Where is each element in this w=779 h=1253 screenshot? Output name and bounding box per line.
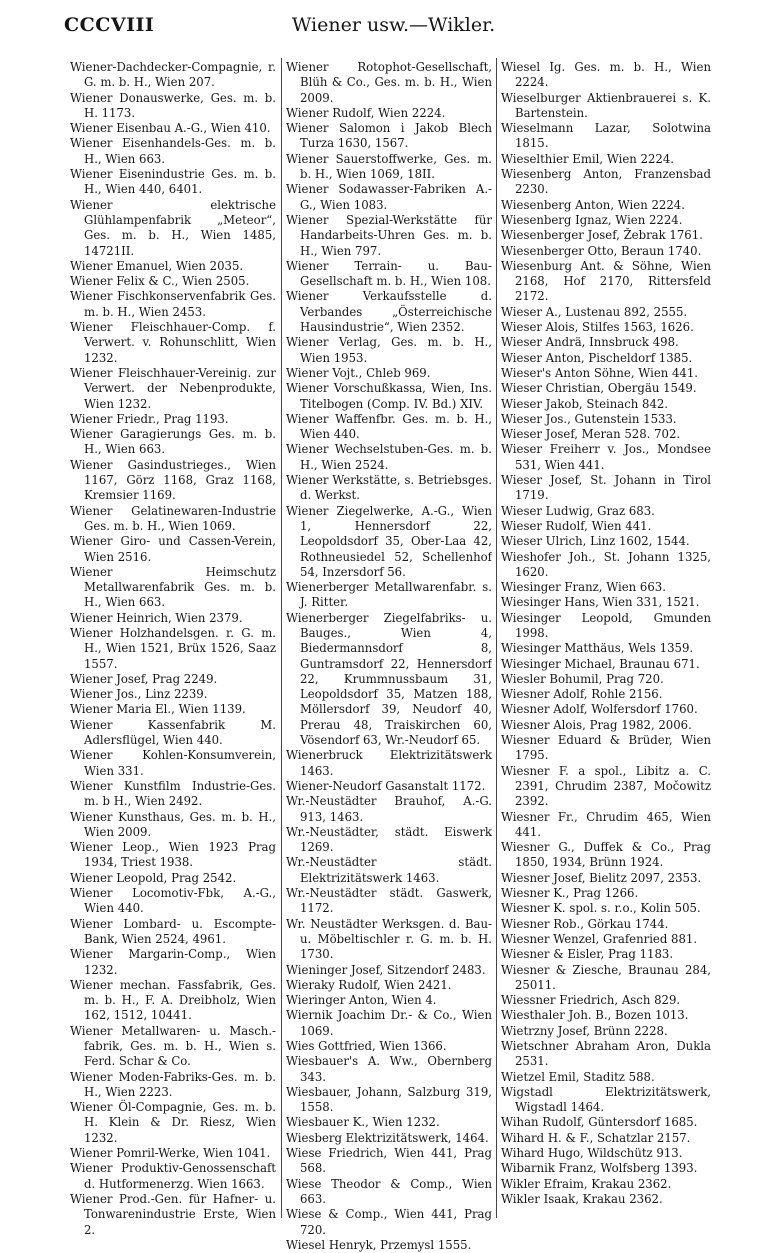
directory-entry: Wiener Produktiv-Genossenschaft d. Hutformenerzg. Wien 1663. [70,1161,276,1191]
directory-entry: Wiener Leop., Wien 1923 Prag 1934, Triest 1938. [70,840,276,870]
directory-entry: Wiesner Wenzel, Grafenried 881. [501,931,698,946]
directory-entry: Wiesner & Ziesche, Braunau 284, 25011. [501,962,711,992]
directory-entry: Wiesner Adolf, Wolfersdorf 1760. [501,702,698,717]
directory-entry: Wiener Giro- und Cassen-Verein, Wien 2516. [70,534,276,564]
page-header [64,14,723,42]
directory-column-3 [501,60,711,1207]
directory-entry: Wiener Kunsthaus, Ges. m. b. H., Wien 2009. [70,809,276,839]
directory-entry: Wietschner Abraham Aron, Dukla 2531. [501,1039,711,1069]
directory-entry: Wiesner Josef, Bielitz 2097, 2353. [501,870,702,885]
directory-entry: Wr.-Neustädter, städt. Eiswerk 1269. [286,824,492,855]
directory-entry: Wieser Jakob, Steinach 842. [501,396,669,411]
directory-entry: Wieser Alois, Stilfes 1563, 1626. [501,320,694,335]
directory-entry: Wieshofer Joh., St. Johann 1325, 1620. [501,549,711,579]
directory-entry: Wiener Gasindustrieges., Wien 1167, Görz 1168, Graz 1168, Kremsier 1169. [70,457,276,503]
directory-entry: Wiener Sodawasser-Fabriken A.-G., Wien 1083. [286,182,492,212]
directory-entry: Wiener Salomon i Jakob Blech Turza 1630, 1567. [286,121,492,151]
directory-entry: Wiesner G., Duffek & Co., Prag 1850, 1934, Brünn 1924. [501,840,711,870]
directory-entry: Wigstadl Elektrizitätswerk, Wigstadl 1464. [501,1084,711,1115]
directory-entry: Wiener Eisenbau A.-G., Wien 410. [70,121,271,136]
directory-entry: Wiesinger Franz, Wien 663. [501,580,666,595]
directory-entry: Wiener Rudolf, Wien 2224. [286,105,446,120]
directory-entry: Wikler Isaak, Krakau 2362. [501,1191,663,1206]
directory-entry: Wiener Fischkonservenfabrik Ges. m. b. H., Wien 2453. [70,289,276,319]
directory-entry: Wiener elektrische Glühlampenfabrik „Meteor“, Ges. m. b. H., Wien 1485, 14721II. [70,197,276,258]
directory-entry: Wr.-Neustädter städt. Gaswerk, 1172. [286,886,492,916]
directory-entry: Wiener Spezial-Werkstätte für Handarbeits-Uhren Ges. m. b. H., Wien 797. [286,212,492,258]
directory-entry: Wieringer Anton, Wien 4. [286,993,437,1008]
directory-entry: Wiener Maria El., Wien 1139. [70,702,246,717]
directory-entry: Wieser Ulrich, Linz 1602, 1544. [501,534,690,549]
directory-entry: Wihard Hugo, Wildschütz 913. [501,1146,683,1161]
directory-entry: Wiesler Bohumil, Prag 720. [501,671,664,686]
directory-entry: Wiener Fleischhauer-Comp. f. Verwert. v. Rohunschlitt, Wien 1232. [70,320,276,365]
directory-entry: Wieser Anton, Pischeldorf 1385. [501,350,693,365]
directory-entry: Wiener Locomotiv-Fbk, A.-G., Wien 440. [70,886,276,916]
directory-entry: Wiesenberg Ignaz, Wien 2224. [501,212,683,227]
directory-entry: Wiese Theodor & Comp., Wien 663. [286,1176,492,1206]
directory-entry: Wieser Rudolf, Wien 441. [501,518,652,533]
directory-entry: Wiesthaler Joh. B., Bozen 1013. [501,1008,689,1023]
directory-entry: Wiener-Dachdecker-Compagnie, r. G. m. b. H., Wien 207. [70,60,276,90]
directory-entry: Wiener Ziegelwerke, A.-G., Wien 1, Hennersdorf 22, Leopoldsdorf 35, Ober-Laa 42, Rothneusiedel 52, Schellenhof 54, Inzersdorf 56. [286,503,492,579]
directory-entry: Wiesner Alois, Prag 1982, 2006. [501,717,692,732]
directory-entry: Wiener Eisenhandels-Ges. m. b. H., Wien 663. [70,136,276,166]
directory-entry: Wiener Terrain- u. Bau-Gesellschaft m. b. H., Wien 108. [286,258,492,289]
directory-entry: Wiener Garagierungs Ges. m. b. H., Wien 663. [70,427,276,457]
directory-entry: Wieser Jos., Gutenstein 1533. [501,411,677,426]
directory-entry: Wiesinger Michael, Braunau 671. [501,656,700,671]
directory-entry: Wiener Kohlen-Konsumverein, Wien 331. [70,748,276,778]
directory-entry: Wiesenberger Josef, Žebrak 1761. [501,228,703,243]
directory-entry: Wiener Verkaufsstelle d. Verbandes „Österreichische Hausindustrie“, Wien 2352. [286,289,492,335]
directory-entry: Wiener Prod.-Gen. für Hafner- u. Tonwarenindustrie Erste, Wien 2. [70,1191,276,1237]
directory-entry: Wiener Felix & C., Wien 2505. [70,274,250,289]
directory-entry: Wiener Lombard- u. Escompte-Bank, Wien 2524, 4961. [70,916,276,946]
directory-entry: Wiesner Adolf, Rohle 2156. [501,687,663,702]
directory-column-1 [70,60,276,1238]
directory-entry: Wiesberg Elektrizitätswerk, 1464. [286,1130,489,1145]
directory-entry: Wihan Rudolf, Güntersdorf 1685. [501,1115,698,1130]
directory-entry: Wiener Waffenfbr. Ges. m. b. H., Wien 440. [286,411,492,442]
directory-entry: Wieser Freiherr v. Jos., Mondsee 531, Wien 441. [501,442,711,472]
directory-entry: Wiener Holzhandelsgen. r. G. m. H., Wien 1521, Brüx 1526, Saaz 1557. [70,625,276,671]
directory-entry: Wiesner K., Prag 1266. [501,886,639,901]
directory-entry: Wiesel Ig. Ges. m. b. H., Wien 2224. [501,60,711,90]
directory-entry: Wiener Josef, Prag 2249. [70,671,218,686]
directory-entry: Wienerberger Metallwarenfabr. s. J. Ritter. [286,580,492,610]
directory-entry: Wiesner Rob., Görkau 1744. [501,916,669,931]
directory-entry: Wiesinger Hans, Wien 331, 1521. [501,595,700,610]
directory-entry: Wies Gottfried, Wien 1366. [286,1039,447,1053]
directory-entry: Wieser Christian, Obergäu 1549. [501,381,697,396]
directory-entry: Wiesenburg Ant. & Söhne, Wien 2168, Hof 2170, Rittersfeld 2172. [501,258,711,304]
directory-entry: Wiesner & Eisler, Prag 1183. [501,947,674,962]
directory-column-2 [286,60,492,1253]
directory-entry: Wiesinger Leopold, Gmunden 1998. [501,610,711,640]
directory-entry: Wieser Ludwig, Graz 683. [501,503,655,518]
directory-entry: Wiesenberger Otto, Beraun 1740. [501,243,702,258]
directory-entry: Wiesenberg Anton, Franzensbad 2230. [501,167,711,197]
directory-entry: Wiener Moden-Fabriks-Ges. m. b. H., Wien 2223. [70,1069,276,1099]
directory-entry: Wieser's Anton Söhne, Wien 441. [501,365,699,380]
directory-entry: Wiener Kassenfabrik M. Adlersflügel, Wien 440. [70,717,276,748]
directory-entry: Wietzel Emil, Staditz 588. [501,1069,655,1084]
directory-entry: Wiener Öl-Compagnie, Ges. m. b. H. Klein & Dr. Riesz, Wien 1232. [70,1100,276,1145]
directory-entry: Wieselthier Emil, Wien 2224. [501,151,674,166]
directory-entry: Wiener Pomril-Werke, Wien 1041. [70,1146,271,1161]
directory-entry: Wiessner Friedrich, Asch 829. [501,993,681,1008]
directory-entry: Wiener Eisenindustrie Ges. m. b. H., Wien 440, 6401. [70,167,276,197]
directory-entry: Wieser Josef, St. Johann in Tirol 1719. [501,473,711,503]
directory-entry: Wieselmann Lazar, Solotwina 1815. [501,121,711,151]
directory-entry: Wiener-Neudorf Gasanstalt 1172. [286,778,486,793]
directory-entry: Wiener Friedr., Prag 1193. [70,411,229,426]
directory-entry: Wieser A., Lustenau 892, 2555. [501,304,688,319]
directory-entry: Wr.-Neustädter städt. Elektrizitätswerk 1463. [286,855,492,885]
directory-entry: Wietrzny Josef, Brünn 2228. [501,1023,668,1038]
directory-entry: Wiener Gelatinewaren-Industrie Ges. m. b. H., Wien 1069. [70,503,276,533]
directory-entry: Wiener Fleischhauer-Vereinig. zur Verwert. der Nebenprodukte, Wien 1232. [70,365,276,411]
directory-entry: Wiener Margarin-Comp., Wien 1232. [70,947,276,977]
directory-entry: Wiesbauer K., Wien 1232. [286,1115,440,1130]
directory-entry: Wiener Wechselstuben-Ges. m. b. H., Wien 2524. [286,442,492,472]
directory-entry: Wiese Friedrich, Wien 441, Prag 568. [286,1146,492,1176]
directory-entry: Wiener Leopold, Prag 2542. [70,870,237,885]
directory-entry: Wiener Donauswerke, Ges. m. b. H. 1173. [70,90,276,120]
page-number: CCCVIII [64,14,155,36]
directory-entry: Wiener Vojt., Chleb 969. [286,365,431,380]
directory-entry: Wiernik Joachim Dr.- & Co., Wien 1069. [286,1008,492,1038]
directory-entry: Wienerbruck Elektrizitätswerk 1463. [286,748,492,778]
directory-entry: Wienerberger Ziegelfabriks- u. Bauges., Wien 4, Biedermannsdorf 8, Guntramsdorf 22, Hennersdorf 22, Krummnussbaum 31, Leopoldsdorf 35, Matzen 188, Möllersdorf 39, Neudorf 40, Prerau 48, Traiskirchen 60, Vösendorf 63, Wr.-Neudorf 65. [286,610,492,748]
directory-entry: Wiener Rotophot-Gesellschaft, Blüh & Co., Ges. m. b. H., Wien 2009. [286,60,492,105]
directory-entry: Wiesner F. a spol., Libitz a. C. 2391, Chrudim 2387, Močowitz 2392. [501,763,711,809]
directory-entry: Wiener Heimschutz Metallwarenfabrik Ges. m. b. H., Wien 663. [70,564,276,610]
directory-entry: Wihard H. & F., Schatzlar 2157. [501,1130,691,1145]
directory-entry: Wiesenberg Anton, Wien 2224. [501,197,685,212]
directory-entry: Wr.-Neustädter Brauhof, A.-G. 913, 1463. [286,794,492,824]
directory-entry: Wr. Neustädter Werksgen. d. Bau- u. Möbeltischler r. G. m. b. H. 1730. [286,916,492,962]
directory-entry: Wiener Kunstfilm Industrie-Ges. m. b H., Wien 2492. [70,778,276,809]
directory-entry: Wiener Jos., Linz 2239. [70,687,208,702]
directory-entry: Wiener mechan. Fassfabrik, Ges. m. b. H., F. A. Dreibholz, Wien 162, 1512, 10441. [70,977,276,1023]
directory-entry: Wiesel Henryk, Przemysl 1555. [286,1237,472,1252]
directory-entry: Wiese & Comp., Wien 441, Prag 720. [286,1207,492,1237]
directory-entry: Wiesbauer's A. Ww., Obernberg 343. [286,1054,492,1084]
column-divider [281,58,282,1218]
directory-entry: Wieser Andrä, Innsbruck 498. [501,335,679,350]
directory-entry: Wiener Vorschußkassa, Wien, Ins. Titelbogen (Comp. IV. Bd.) XIV. [286,381,492,411]
directory-entry: Wiesinger Matthäus, Wels 1359. [501,641,694,656]
directory-entry: Wieraky Rudolf, Wien 2421. [286,977,452,992]
directory-entry: Wieser Josef, Meran 528. 702. [501,427,681,442]
directory-entry: Wibarnik Franz, Wolfsberg 1393. [501,1161,698,1176]
column-divider [496,58,497,1218]
directory-entry: Wiener Metallwaren- u. Masch.-fabrik, Ges. m. b. H., Wien s. Ferd. Schar & Co. [70,1023,276,1069]
directory-entry: Wiesner Eduard & Brüder, Wien 1795. [501,733,711,763]
directory-entry: Wiener Werkstätte, s. Betriebsges. d. Werkst. [286,473,492,503]
directory-entry: Wikler Efraim, Krakau 2362. [501,1176,672,1191]
directory-entry: Wieninger Josef, Sitzendorf 2483. [286,962,486,977]
directory-entry: Wiener Sauerstoffwerke, Ges. m. b. H., Wien 1069, 18II. [286,151,492,182]
directory-entry: Wiener Heinrich, Wien 2379. [70,610,243,625]
directory-entry: Wiesbauer, Johann, Salzburg 319, 1558. [286,1084,492,1115]
page-title: Wiener usw.—Wikler. [291,14,496,36]
directory-entry: Wiener Verlag, Ges. m. b. H., Wien 1953. [286,335,492,365]
directory-entry: Wiesner Fr., Chrudim 465, Wien 441. [501,809,711,839]
directory-entry: Wiesner K. spol. s. r.o., Kolin 505. [501,901,701,916]
directory-entry: Wiener Emanuel, Wien 2035. [70,258,244,273]
directory-entry: Wieselburger Aktienbrauerei s. K. Bartenstein. [501,90,711,120]
